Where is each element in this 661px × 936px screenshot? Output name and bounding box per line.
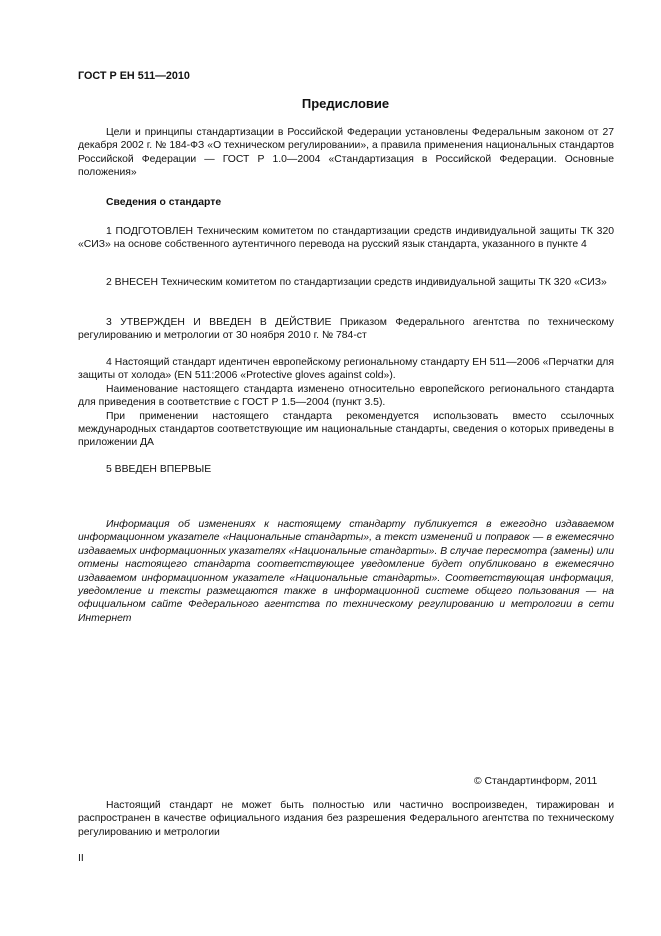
item-1 <box>78 225 614 252</box>
changes-notice <box>78 518 614 625</box>
page-title: Предисловие <box>301 96 390 111</box>
item-2 <box>78 276 614 289</box>
item-4-text: 4 Настоящий стандарт идентичен европейскому региональному стандарту ЕН 511—2006 «Перчатки для защиты от холода» (EN 511:2006 «Protective gloves against cold»). <box>78 357 614 382</box>
item-5-text: 5 ВВЕДЕН ВПЕРВЫЕ <box>106 464 212 475</box>
changes-notice-text: Информация об изменениях к настоящему стандарту публикуется в ежегодно издаваемом информационном указателе «Национальные стандарты», а текст изменений и поправок — в ежемесячно издаваемых информационных указателях «Национальные стандарты». В случае пересмотра (замены) или отмены настоящего стандарта соответствующее уведомление будет опубликовано в ежемесячно издаваемом информационном указателе «Национальные стандарты». Соответствующая информация, уведомление и тексты размещаются также в информационной системе общего пользования — на официальном сайте Федерального агентства по техническому регулированию и метрологии в сети Интернет <box>78 519 614 624</box>
item-4-reference-note: При применении настоящего стандарта рекомендуется использовать вместо ссылочных международных стандартов соответствующие им национальные стандарты, сведения о которых приведены в приложении ДА <box>78 410 614 449</box>
item-3 <box>78 316 614 343</box>
reproduction-notice <box>78 799 614 839</box>
item-3-text: 3 УТВЕРЖДЕН И ВВЕДЕН В ДЕЙСТВИЕ Приказом Федерального агентства по техническому регулированию и метрологии от 30 ноября 2010 г. № 784-ст <box>78 317 614 342</box>
intro-paragraph <box>78 126 614 180</box>
item-5 <box>78 463 614 476</box>
standard-code-header: ГОСТ Р ЕН 511—2010 <box>78 70 190 82</box>
item-1-text: 1 ПОДГОТОВЛЕН Техническим комитетом по стандартизации средств индивидуальной защиты ТК 320 «СИЗ» на основе собственного аутентичного перевода на русский язык стандарта, указанного в пункте 4 <box>78 226 614 251</box>
item-2-text: 2 ВНЕСЕН Техническим комитетом по стандартизации средств индивидуальной защиты ТК 320 «СИЗ» <box>106 277 607 288</box>
copyright: © Стандартинформ, 2011 <box>474 776 598 787</box>
page-number: II <box>78 853 84 864</box>
intro-text: Цели и принципы стандартизации в Российской Федерации установлены Федеральным законом от 27 декабря 2002 г. № 184-ФЗ «О техническом регулировании», а правила применения национальных стандартов Российской Федерации — ГОСТ Р 1.0—2004 «Стандартизация в Российской Федерации. Основные положения» <box>78 127 614 179</box>
section-heading: Сведения о стандарте <box>106 197 222 208</box>
reproduction-notice-text: Настоящий стандарт не может быть полностью или частично воспроизведен, тиражирован и распространен в качестве официального издания без разрешения Федерального агентства по техническому регулированию и метрологии <box>78 800 614 838</box>
item-4 <box>78 356 614 450</box>
item-4-name-change: Наименование настоящего стандарта изменено относительно европейского регионального стандарта для приведения в соответствие с ГОСТ Р 1.5—2004 (пункт 3.5). <box>78 383 614 409</box>
